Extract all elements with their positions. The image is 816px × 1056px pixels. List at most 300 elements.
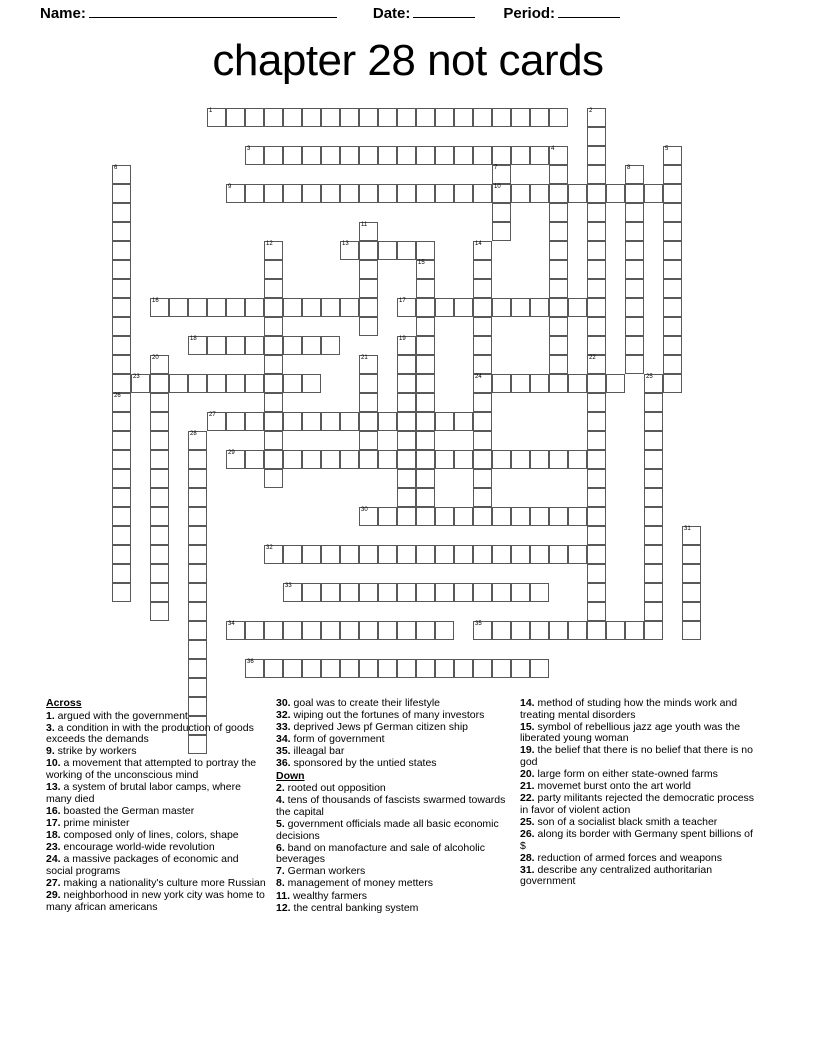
grid-cell[interactable]: [359, 146, 378, 165]
grid-cell[interactable]: [568, 450, 587, 469]
grid-cell[interactable]: [663, 298, 682, 317]
grid-cell[interactable]: [302, 412, 321, 431]
grid-cell[interactable]: [416, 659, 435, 678]
grid-cell[interactable]: [340, 146, 359, 165]
grid-cell[interactable]: [416, 488, 435, 507]
grid-cell[interactable]: [587, 203, 606, 222]
grid-cell[interactable]: [549, 241, 568, 260]
grid-cell[interactable]: [264, 621, 283, 640]
grid-cell[interactable]: [397, 393, 416, 412]
grid-cell[interactable]: [207, 298, 226, 317]
grid-cell[interactable]: [549, 146, 568, 165]
grid-cell[interactable]: [112, 412, 131, 431]
grid-cell[interactable]: [340, 545, 359, 564]
grid-cell[interactable]: [359, 222, 378, 241]
grid-cell[interactable]: [359, 621, 378, 640]
grid-cell[interactable]: [416, 260, 435, 279]
grid-cell[interactable]: [416, 184, 435, 203]
grid-cell[interactable]: [397, 336, 416, 355]
grid-cell[interactable]: [302, 659, 321, 678]
grid-cell[interactable]: [378, 621, 397, 640]
grid-cell[interactable]: [359, 583, 378, 602]
grid-cell[interactable]: [492, 222, 511, 241]
grid-cell[interactable]: [549, 317, 568, 336]
grid-cell[interactable]: [587, 317, 606, 336]
grid-cell[interactable]: [150, 412, 169, 431]
grid-cell[interactable]: [226, 621, 245, 640]
grid-cell[interactable]: [511, 450, 530, 469]
grid-cell[interactable]: [682, 583, 701, 602]
grid-cell[interactable]: [245, 374, 264, 393]
grid-cell[interactable]: [397, 146, 416, 165]
grid-cell[interactable]: [435, 146, 454, 165]
grid-cell[interactable]: [188, 545, 207, 564]
grid-cell[interactable]: [473, 298, 492, 317]
grid-cell[interactable]: [264, 184, 283, 203]
grid-cell[interactable]: [454, 184, 473, 203]
grid-cell[interactable]: [264, 374, 283, 393]
grid-cell[interactable]: [644, 412, 663, 431]
grid-cell[interactable]: [416, 317, 435, 336]
grid-cell[interactable]: [112, 184, 131, 203]
grid-cell[interactable]: [245, 659, 264, 678]
grid-cell[interactable]: [150, 488, 169, 507]
grid-cell[interactable]: [644, 450, 663, 469]
grid-cell[interactable]: [188, 336, 207, 355]
grid-cell[interactable]: [492, 450, 511, 469]
grid-cell[interactable]: [321, 336, 340, 355]
grid-cell[interactable]: [587, 469, 606, 488]
grid-cell[interactable]: [492, 621, 511, 640]
grid-cell[interactable]: [587, 393, 606, 412]
grid-cell[interactable]: [207, 412, 226, 431]
grid-cell[interactable]: [625, 298, 644, 317]
grid-cell[interactable]: [549, 222, 568, 241]
grid-cell[interactable]: [112, 374, 131, 393]
grid-cell[interactable]: [492, 165, 511, 184]
grid-cell[interactable]: [663, 374, 682, 393]
grid-cell[interactable]: [644, 583, 663, 602]
grid-cell[interactable]: [150, 355, 169, 374]
grid-cell[interactable]: [188, 469, 207, 488]
grid-cell[interactable]: [226, 336, 245, 355]
grid-cell[interactable]: [568, 374, 587, 393]
grid-cell[interactable]: [112, 165, 131, 184]
grid-cell[interactable]: [188, 507, 207, 526]
grid-cell[interactable]: [112, 526, 131, 545]
grid-cell[interactable]: [397, 450, 416, 469]
grid-cell[interactable]: [359, 659, 378, 678]
grid-cell[interactable]: [587, 507, 606, 526]
grid-cell[interactable]: [397, 431, 416, 450]
grid-cell[interactable]: [549, 165, 568, 184]
grid-cell[interactable]: [549, 108, 568, 127]
grid-cell[interactable]: [264, 260, 283, 279]
grid-cell[interactable]: [625, 184, 644, 203]
grid-cell[interactable]: [188, 640, 207, 659]
grid-cell[interactable]: [568, 507, 587, 526]
grid-cell[interactable]: [549, 279, 568, 298]
grid-cell[interactable]: [473, 374, 492, 393]
grid-cell[interactable]: [112, 222, 131, 241]
grid-cell[interactable]: [226, 374, 245, 393]
grid-cell[interactable]: [549, 184, 568, 203]
grid-cell[interactable]: [188, 659, 207, 678]
grid-cell[interactable]: [378, 108, 397, 127]
grid-cell[interactable]: [283, 450, 302, 469]
grid-cell[interactable]: [435, 507, 454, 526]
crossword-grid[interactable]: [112, 108, 712, 678]
grid-cell[interactable]: [359, 184, 378, 203]
grid-cell[interactable]: [473, 621, 492, 640]
grid-cell[interactable]: [359, 279, 378, 298]
grid-cell[interactable]: [511, 583, 530, 602]
grid-cell[interactable]: [473, 450, 492, 469]
grid-cell[interactable]: [112, 450, 131, 469]
grid-cell[interactable]: [245, 146, 264, 165]
grid-cell[interactable]: [549, 336, 568, 355]
grid-cell[interactable]: [530, 621, 549, 640]
grid-cell[interactable]: [454, 146, 473, 165]
grid-cell[interactable]: [150, 564, 169, 583]
grid-cell[interactable]: [682, 545, 701, 564]
grid-cell[interactable]: [321, 108, 340, 127]
grid-cell[interactable]: [606, 621, 625, 640]
grid-cell[interactable]: [435, 412, 454, 431]
grid-cell[interactable]: [511, 621, 530, 640]
grid-cell[interactable]: [416, 412, 435, 431]
grid-cell[interactable]: [663, 336, 682, 355]
grid-cell[interactable]: [587, 526, 606, 545]
grid-cell[interactable]: [112, 488, 131, 507]
grid-cell[interactable]: [264, 317, 283, 336]
grid-cell[interactable]: [416, 469, 435, 488]
grid-cell[interactable]: [587, 374, 606, 393]
grid-cell[interactable]: [587, 184, 606, 203]
grid-cell[interactable]: [359, 260, 378, 279]
grid-cell[interactable]: [340, 583, 359, 602]
grid-cell[interactable]: [682, 526, 701, 545]
grid-cell[interactable]: [112, 298, 131, 317]
grid-cell[interactable]: [397, 507, 416, 526]
grid-cell[interactable]: [397, 469, 416, 488]
grid-cell[interactable]: [435, 298, 454, 317]
grid-cell[interactable]: [454, 412, 473, 431]
grid-cell[interactable]: [663, 317, 682, 336]
grid-cell[interactable]: [112, 203, 131, 222]
grid-cell[interactable]: [226, 412, 245, 431]
grid-cell[interactable]: [302, 298, 321, 317]
grid-cell[interactable]: [188, 298, 207, 317]
grid-cell[interactable]: [112, 469, 131, 488]
grid-cell[interactable]: [150, 374, 169, 393]
grid-cell[interactable]: [416, 355, 435, 374]
grid-cell[interactable]: [302, 545, 321, 564]
grid-cell[interactable]: [644, 621, 663, 640]
grid-cell[interactable]: [359, 374, 378, 393]
grid-cell[interactable]: [492, 583, 511, 602]
grid-cell[interactable]: [416, 298, 435, 317]
grid-cell[interactable]: [530, 507, 549, 526]
grid-cell[interactable]: [530, 298, 549, 317]
grid-cell[interactable]: [435, 583, 454, 602]
grid-cell[interactable]: [302, 450, 321, 469]
grid-cell[interactable]: [682, 621, 701, 640]
grid-cell[interactable]: [416, 336, 435, 355]
grid-cell[interactable]: [454, 545, 473, 564]
grid-cell[interactable]: [625, 279, 644, 298]
grid-cell[interactable]: [283, 412, 302, 431]
grid-cell[interactable]: [416, 545, 435, 564]
grid-cell[interactable]: [150, 298, 169, 317]
grid-cell[interactable]: [397, 488, 416, 507]
grid-cell[interactable]: [359, 317, 378, 336]
grid-cell[interactable]: [473, 545, 492, 564]
grid-cell[interactable]: [112, 545, 131, 564]
grid-cell[interactable]: [435, 545, 454, 564]
grid-cell[interactable]: [207, 108, 226, 127]
grid-cell[interactable]: [530, 545, 549, 564]
grid-cell[interactable]: [264, 431, 283, 450]
grid-cell[interactable]: [112, 355, 131, 374]
grid-cell[interactable]: [530, 184, 549, 203]
grid-cell[interactable]: [283, 184, 302, 203]
grid-cell[interactable]: [188, 564, 207, 583]
grid-cell[interactable]: [663, 355, 682, 374]
grid-cell[interactable]: [511, 184, 530, 203]
grid-cell[interactable]: [587, 621, 606, 640]
grid-cell[interactable]: [663, 241, 682, 260]
grid-cell[interactable]: [549, 507, 568, 526]
grid-cell[interactable]: [302, 336, 321, 355]
grid-cell[interactable]: [397, 355, 416, 374]
grid-cell[interactable]: [435, 450, 454, 469]
grid-cell[interactable]: [435, 184, 454, 203]
grid-cell[interactable]: [587, 146, 606, 165]
grid-cell[interactable]: [131, 374, 150, 393]
grid-cell[interactable]: [378, 412, 397, 431]
grid-cell[interactable]: [644, 184, 663, 203]
grid-cell[interactable]: [644, 507, 663, 526]
grid-cell[interactable]: [492, 184, 511, 203]
grid-cell[interactable]: [397, 412, 416, 431]
grid-cell[interactable]: [302, 374, 321, 393]
grid-cell[interactable]: [473, 241, 492, 260]
grid-cell[interactable]: [397, 241, 416, 260]
grid-cell[interactable]: [378, 184, 397, 203]
grid-cell[interactable]: [340, 298, 359, 317]
grid-cell[interactable]: [378, 450, 397, 469]
grid-cell[interactable]: [359, 241, 378, 260]
grid-cell[interactable]: [283, 108, 302, 127]
grid-cell[interactable]: [150, 602, 169, 621]
grid-cell[interactable]: [226, 184, 245, 203]
grid-cell[interactable]: [587, 564, 606, 583]
grid-cell[interactable]: [112, 336, 131, 355]
grid-cell[interactable]: [397, 545, 416, 564]
grid-cell[interactable]: [397, 374, 416, 393]
grid-cell[interactable]: [454, 450, 473, 469]
grid-cell[interactable]: [150, 450, 169, 469]
grid-cell[interactable]: [416, 146, 435, 165]
grid-cell[interactable]: [663, 165, 682, 184]
grid-cell[interactable]: [416, 621, 435, 640]
date-field[interactable]: [373, 5, 476, 22]
grid-cell[interactable]: [264, 412, 283, 431]
grid-cell[interactable]: [188, 488, 207, 507]
grid-cell[interactable]: [663, 184, 682, 203]
grid-cell[interactable]: [511, 298, 530, 317]
grid-cell[interactable]: [549, 260, 568, 279]
grid-cell[interactable]: [283, 545, 302, 564]
grid-cell[interactable]: [378, 507, 397, 526]
grid-cell[interactable]: [587, 450, 606, 469]
period-field[interactable]: [503, 5, 620, 22]
grid-cell[interactable]: [245, 621, 264, 640]
grid-cell[interactable]: [340, 412, 359, 431]
grid-cell[interactable]: [264, 146, 283, 165]
grid-cell[interactable]: [473, 659, 492, 678]
grid-cell[interactable]: [188, 374, 207, 393]
grid-cell[interactable]: [530, 146, 549, 165]
grid-cell[interactable]: [473, 507, 492, 526]
grid-cell[interactable]: [321, 545, 340, 564]
grid-cell[interactable]: [150, 393, 169, 412]
grid-cell[interactable]: [283, 298, 302, 317]
grid-cell[interactable]: [682, 602, 701, 621]
grid-cell[interactable]: [150, 526, 169, 545]
grid-cell[interactable]: [492, 545, 511, 564]
grid-cell[interactable]: [587, 127, 606, 146]
grid-cell[interactable]: [321, 659, 340, 678]
grid-cell[interactable]: [283, 146, 302, 165]
grid-cell[interactable]: [283, 374, 302, 393]
grid-cell[interactable]: [644, 488, 663, 507]
grid-cell[interactable]: [644, 393, 663, 412]
grid-cell[interactable]: [150, 507, 169, 526]
grid-cell[interactable]: [321, 412, 340, 431]
grid-cell[interactable]: [625, 203, 644, 222]
grid-cell[interactable]: [663, 279, 682, 298]
grid-cell[interactable]: [587, 355, 606, 374]
grid-cell[interactable]: [188, 450, 207, 469]
grid-cell[interactable]: [359, 108, 378, 127]
grid-cell[interactable]: [644, 602, 663, 621]
grid-cell[interactable]: [549, 374, 568, 393]
period-blank-rule[interactable]: [558, 5, 620, 18]
grid-cell[interactable]: [321, 184, 340, 203]
grid-cell[interactable]: [188, 602, 207, 621]
grid-cell[interactable]: [625, 317, 644, 336]
grid-cell[interactable]: [378, 146, 397, 165]
grid-cell[interactable]: [416, 431, 435, 450]
grid-cell[interactable]: [625, 260, 644, 279]
grid-cell[interactable]: [397, 659, 416, 678]
grid-cell[interactable]: [264, 279, 283, 298]
grid-cell[interactable]: [321, 450, 340, 469]
grid-cell[interactable]: [473, 488, 492, 507]
grid-cell[interactable]: [530, 583, 549, 602]
grid-cell[interactable]: [454, 583, 473, 602]
grid-cell[interactable]: [378, 241, 397, 260]
grid-cell[interactable]: [511, 659, 530, 678]
grid-cell[interactable]: [682, 564, 701, 583]
grid-cell[interactable]: [112, 393, 131, 412]
grid-cell[interactable]: [549, 545, 568, 564]
grid-cell[interactable]: [378, 659, 397, 678]
grid-cell[interactable]: [511, 545, 530, 564]
grid-cell[interactable]: [473, 412, 492, 431]
grid-cell[interactable]: [112, 564, 131, 583]
grid-cell[interactable]: [625, 621, 644, 640]
grid-cell[interactable]: [264, 298, 283, 317]
grid-cell[interactable]: [112, 317, 131, 336]
grid-cell[interactable]: [530, 450, 549, 469]
grid-cell[interactable]: [473, 146, 492, 165]
grid-cell[interactable]: [644, 374, 663, 393]
grid-cell[interactable]: [587, 165, 606, 184]
grid-cell[interactable]: [207, 336, 226, 355]
grid-cell[interactable]: [416, 374, 435, 393]
grid-cell[interactable]: [378, 583, 397, 602]
grid-cell[interactable]: [473, 260, 492, 279]
grid-cell[interactable]: [549, 450, 568, 469]
grid-cell[interactable]: [340, 241, 359, 260]
grid-cell[interactable]: [112, 583, 131, 602]
grid-cell[interactable]: [511, 146, 530, 165]
grid-cell[interactable]: [321, 621, 340, 640]
grid-cell[interactable]: [283, 583, 302, 602]
grid-cell[interactable]: [207, 374, 226, 393]
grid-cell[interactable]: [359, 355, 378, 374]
grid-cell[interactable]: [359, 450, 378, 469]
grid-cell[interactable]: [549, 355, 568, 374]
grid-cell[interactable]: [112, 241, 131, 260]
grid-cell[interactable]: [378, 545, 397, 564]
grid-cell[interactable]: [226, 450, 245, 469]
grid-cell[interactable]: [435, 108, 454, 127]
grid-cell[interactable]: [587, 260, 606, 279]
grid-cell[interactable]: [397, 583, 416, 602]
grid-cell[interactable]: [644, 469, 663, 488]
grid-cell[interactable]: [397, 298, 416, 317]
grid-cell[interactable]: [568, 298, 587, 317]
grid-cell[interactable]: [302, 108, 321, 127]
grid-cell[interactable]: [435, 659, 454, 678]
grid-cell[interactable]: [321, 146, 340, 165]
grid-cell[interactable]: [416, 507, 435, 526]
grid-cell[interactable]: [302, 583, 321, 602]
grid-cell[interactable]: [473, 108, 492, 127]
grid-cell[interactable]: [568, 621, 587, 640]
grid-cell[interactable]: [340, 184, 359, 203]
grid-cell[interactable]: [264, 355, 283, 374]
grid-cell[interactable]: [245, 108, 264, 127]
grid-cell[interactable]: [663, 222, 682, 241]
grid-cell[interactable]: [587, 412, 606, 431]
grid-cell[interactable]: [245, 336, 264, 355]
grid-cell[interactable]: [625, 222, 644, 241]
grid-cell[interactable]: [587, 279, 606, 298]
grid-cell[interactable]: [112, 279, 131, 298]
grid-cell[interactable]: [169, 374, 188, 393]
grid-cell[interactable]: [549, 203, 568, 222]
grid-cell[interactable]: [245, 184, 264, 203]
grid-cell[interactable]: [473, 184, 492, 203]
grid-cell[interactable]: [264, 450, 283, 469]
grid-cell[interactable]: [454, 659, 473, 678]
grid-cell[interactable]: [359, 298, 378, 317]
